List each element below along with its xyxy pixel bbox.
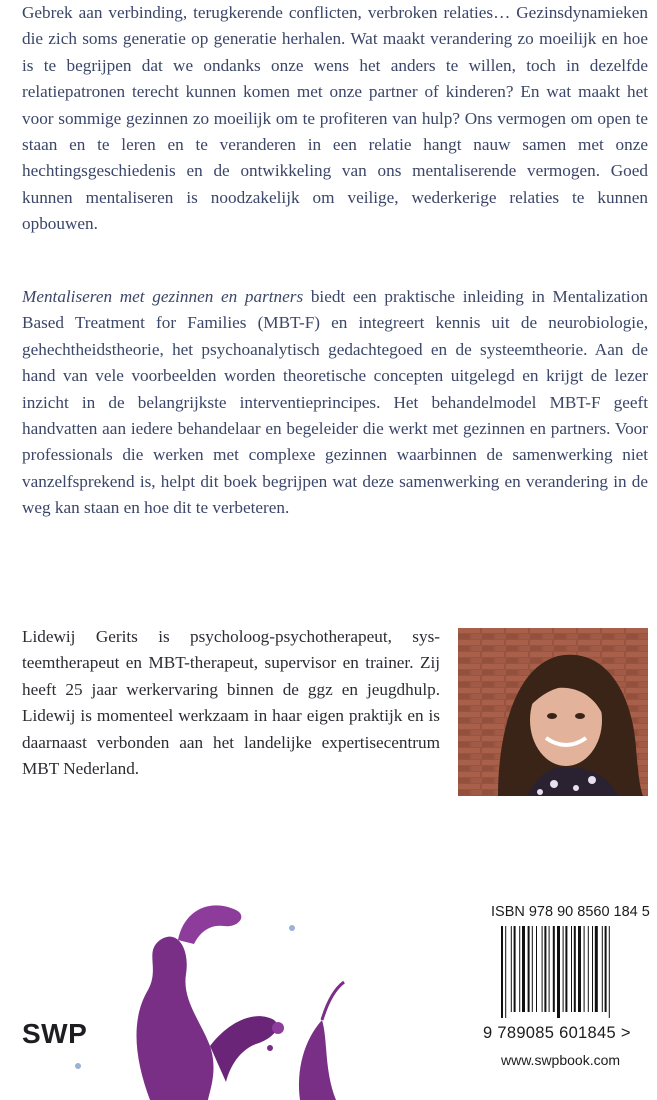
barcode-bar <box>578 926 581 1012</box>
barcode-bar <box>532 926 533 1012</box>
publisher-logo: SWP <box>22 1018 88 1049</box>
isbn-barcode <box>501 926 643 1018</box>
barcode-bar <box>528 926 530 1012</box>
barcode-bar <box>557 926 560 1018</box>
intro-text: Gebrek aan verbinding, terugkerende conflicten, verbroken relaties… Gezinsdynamieken die zich soms generatie op generatie herhalen. Wat maakt verandering zo moeilijk en hoe is te begrijpen dat we ondanks onze wens het anders te willen, toch in dezelfde relatiepatronen terecht kunnen komen met onze partner of kinderen? En wat maakt het voor sommige gezinnen zo moeilijk om te profiteren van hulp? Ons vermogen om open te staan en te leren en te veranderen in een relatie hangt nauw samen met onze hechtingsgeschiedenis en de ontwikkeling van ons mentaliserende vermogen. Goed kunnen mentaliseren is noodzakelijk om veilige, wederkerige relaties te kunnen opbouwen. <box>22 3 648 234</box>
isbn-label: ISBN 978 90 8560 184 5 <box>491 904 650 920</box>
description-text: biedt een praktische inleiding in Mentalization Based Treatment for Families (MBT-F) en integreert kennis uit de neurobiologie, gehechtheidstheorie, het psychoanalytisch gedachtegoed en de systeemtheorie. Aan de hand van vele voorbeelden worden theoretische concepten uitgelegd en krijgt de lezer inzicht in de belangrijkste interventieprincipes. Het behandelmodel MBT-F geeft handvatten aan iedere behandelaar en begeleider die werkt met gezinnen en partners. Voor professionals die werken met complexe gezinnen waarbinnen de samenwerking niet vanzelfsprekend is, helpt dit boek begrijpen wat deze samenwerking en verandering in de weg kan staan en hoe dit te verbeteren. <box>22 287 649 518</box>
barcode-bar <box>549 926 550 1012</box>
barcode-bar <box>588 926 589 1012</box>
paint-splash-graphic <box>60 870 390 1100</box>
barcode-bar <box>571 926 572 1012</box>
barcode-bar <box>544 926 546 1012</box>
author-photo <box>458 628 648 796</box>
barcode-bar <box>522 926 525 1012</box>
isbn-digits: 9 789085 601845 > <box>483 1024 631 1042</box>
author-bio-text: Lidewij Gerits is psycholoog-psychotherapeut, systeemtherapeut en MBT-therapeut, supervisor en trainer. Zij heeft 25 jaar werkervaring binnen de ggz en jeugdhulp. Lidewij is momenteel werkzaam in haar eigen praktijk en is daarnaast verbonden aan het landelijke expertisecentrum MBT Nederland. <box>22 627 440 779</box>
barcode-bar <box>553 926 555 1012</box>
barcode-bar <box>501 926 503 1018</box>
barcode-bar <box>536 926 537 1012</box>
barcode-bar <box>565 926 567 1012</box>
barcode-bar <box>592 926 593 1012</box>
book-title-italic: Mentaliseren met gezinnen en partners <box>22 287 304 306</box>
barcode-bar <box>609 926 610 1018</box>
barcode-bar <box>584 926 585 1012</box>
barcode-bar <box>605 926 607 1012</box>
barcode-bar <box>511 926 512 1012</box>
description-paragraph <box>22 284 648 522</box>
barcode-bar <box>505 926 506 1018</box>
barcode-bar <box>563 926 564 1012</box>
intro-paragraph <box>22 0 648 238</box>
barcode-bar <box>514 926 516 1012</box>
author-bio <box>22 624 440 782</box>
author-portrait-image <box>458 628 648 796</box>
barcode-bar <box>574 926 576 1012</box>
barcode-bar <box>602 926 603 1012</box>
barcode-bar <box>542 926 543 1012</box>
barcode-bar <box>519 926 520 1012</box>
publisher-website: www.swpbook.com <box>501 1052 621 1068</box>
barcode-bar <box>595 926 598 1012</box>
